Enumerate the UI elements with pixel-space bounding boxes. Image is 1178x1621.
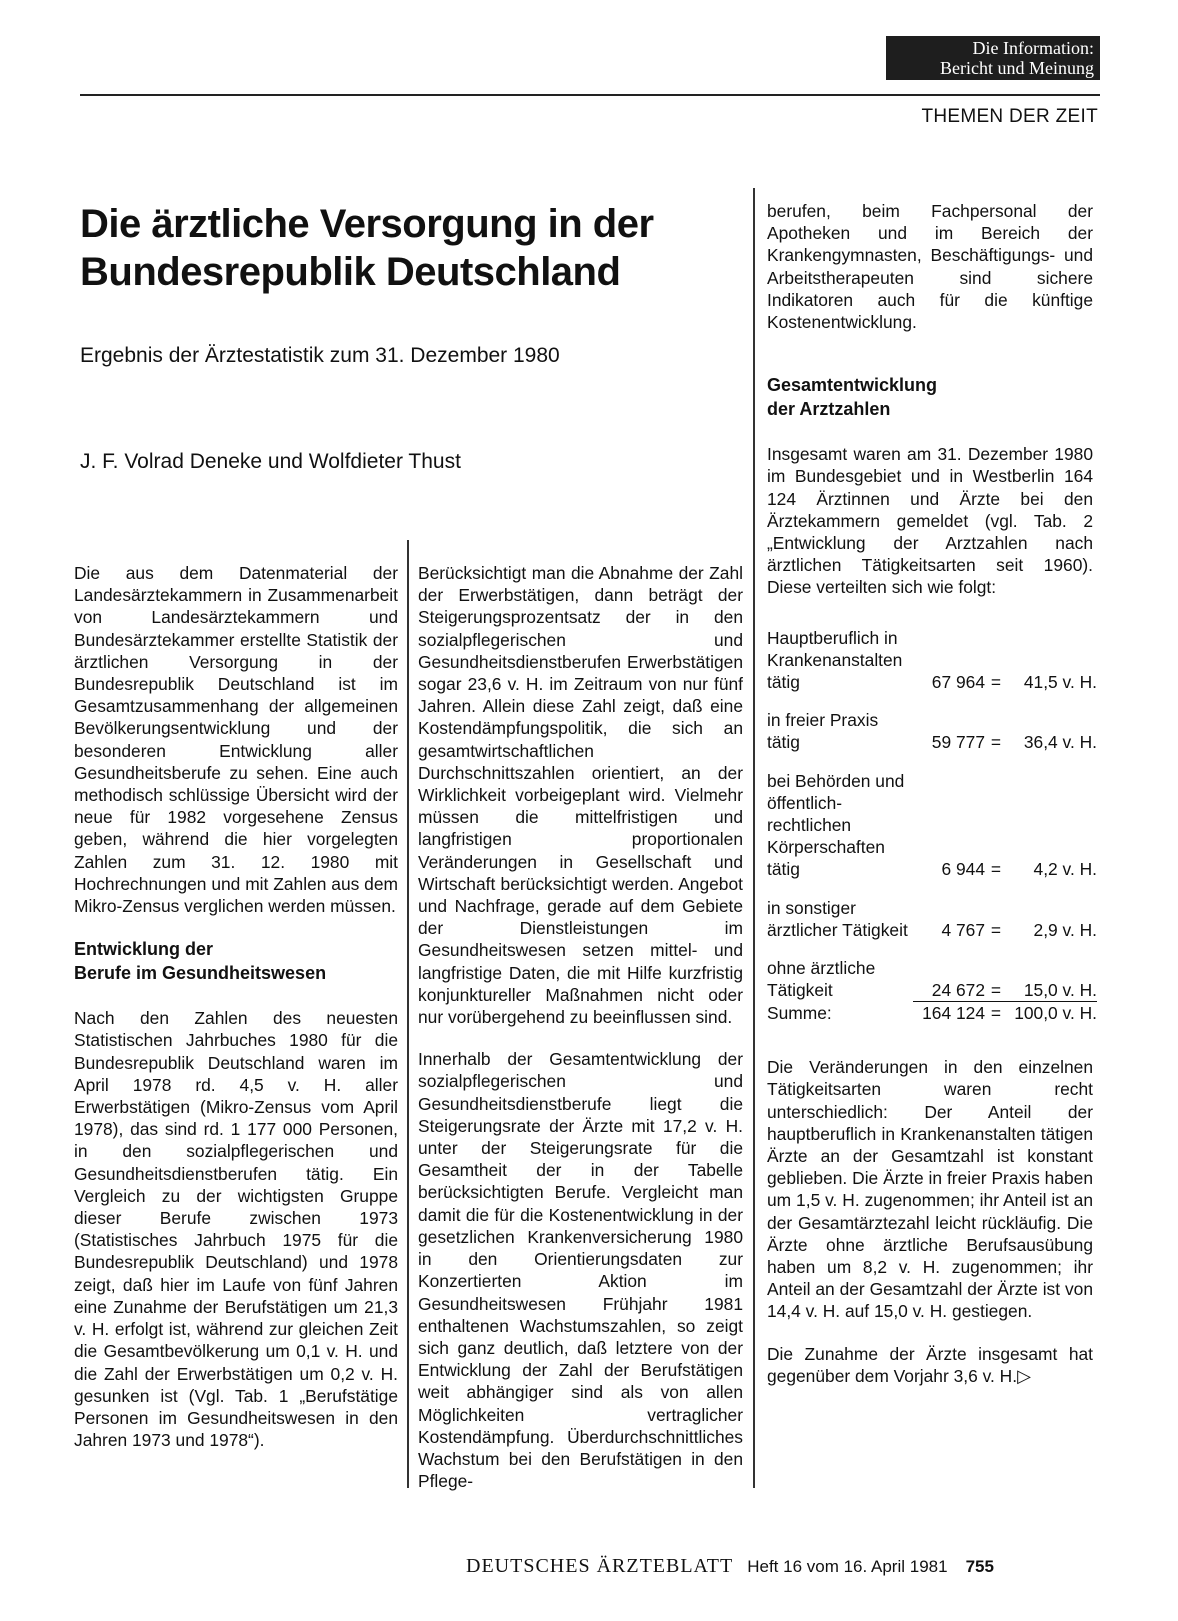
article-subtitle: Ergebnis der Ärztestatistik zum 31. Dezember 1980 [80,344,560,367]
row-label: bei Behörden und öffentlich-rechtlichen Körperschaften tätig [767,770,905,880]
table-row [767,957,1097,1001]
heading-line-1: Gesamtentwicklung [767,375,938,396]
row-equals: = [990,732,1002,753]
total-percent: 100,0 v. H. [1014,1002,1097,1023]
closing-text: Die Zunahme der Ärzte insgesamt hat gegenüber dem Vorjahr 3,6 v. H. [767,1343,1093,1386]
page-number: 755 [965,1557,994,1576]
row-percent: 36,4 v. H. [1023,732,1097,753]
table-row [767,770,1097,881]
section-badge [886,36,1100,80]
body-paragraph: Die Veränderungen in den einzelnen Tätigkeitsarten waren recht unterschiedlich: Der Anteil der hauptberuflich in Krankenanstalten tätigen Ärzte an der Gesamtzahl ist konstant geblieben. Die Ärzte in freier Praxis haben um 1,5 v. H. zugenommen; ihr Anteil ist an der Gesamtärztezahl leicht rückläufig. Die Ärzte ohne ärztliche Berufsausübung haben um 8,2 v. H. zugenommen; ihr Anteil an der Gesamtzahl der Ärzte ist von 14,4 v. H. auf 15,0 v. H. gestiegen. [767,1057,1093,1322]
row-equals: = [990,859,1002,880]
badge-line-2: Bericht und Meinung [940,58,1094,78]
body-paragraph: Insgesamt waren am 31. Dezember 1980 im Bundesgebiet und in Westberlin 164 124 Ärztinnen und Ärzte bei den Ärztekammern gemeldet (vgl. Tab. 2 „Entwicklung der Arztzahlen nach ärztlichen Tätigkeitsarten seit 1960). Diese verteilten sich wie folgt: [767,444,1093,598]
row-percent: 15,0 v. H. [1007,957,1097,1001]
row-count: 24 672 [913,957,985,1001]
badge-line-1: Die Information: [972,38,1094,58]
heading-line-2: Berufe im Gesundheitswesen [74,963,327,984]
row-count: 67 964 [931,672,985,693]
journal-masthead: DEUTSCHES ÄRZTEBLATT [466,1555,734,1577]
row-label: ohne ärztliche Tätigkeit [767,958,876,1001]
heading-line-2: der Arztzahlen [767,399,891,420]
article-title: Die ärztliche Versorgung in der Bundesrepublik Deutschland [80,202,654,294]
section-heading-professions [74,937,398,985]
row-label: in freier Praxis tätig [767,710,879,753]
column-divider-1 [407,540,409,1488]
column-3 [767,200,1097,1407]
total-count: 164 124 [922,1002,985,1023]
row-count: 4 767 [941,919,985,940]
row-percent: 2,9 v. H. [1033,919,1097,940]
column-1 [74,562,398,1471]
row-count: 6 944 [941,859,985,880]
row-equals: = [990,919,1002,940]
table-total-row [767,1001,1097,1024]
table-row [767,709,1097,753]
total-equals: = [990,1002,1002,1023]
column-2 [418,562,743,1512]
row-count: 59 777 [931,732,985,753]
body-paragraph: Berücksichtigt man die Abnahme der Zahl der Erwerbstätigen, dann beträgt der Steigerungsprozentsatz der in den sozialpflegerischen und Gesundheitsdienstberufen Erwerbstätigen sogar 23,6 v. H. im Zeitraum von nur fünf Jahren. Allein diese Zahl zeigt, daß eine Kostendämpfungspolitik, die sich an gesamtwirtschaftlichen Durchschnittszahlen orientiert, an der Wirklichkeit vorbeigeplant wird. Vielmehr müssen die mittelfristigen und langfristigen proportionalen Veränderungen in Gesellschaft und Wirtschaft berücksichtigt werden. Angebot und Nachfrage, gerade auf dem Gebiete der Dienstleistungen im Gesundheitswesen setzen mittel- und langfristige Daten, die mit Hilfe kurzfristig konjunktureller Maßnahmen nicht oder nur vorübergehend zu beeinflussen sind. [418,563,743,1028]
article-authors: J. F. Volrad Deneke und Wolfdieter Thust [80,450,461,473]
row-equals: = [985,957,1007,1001]
closing-paragraph [767,1343,1093,1387]
page-footer [466,1555,994,1578]
body-paragraph: Nach den Zahlen des neuesten Statistischen Jahrbuches 1980 für die Bundesrepublik Deutschland waren im April 1978 rd. 4,5 v. H. aller Erwerbstätigen (Mikro-Zensus vom April 1978), das sind rd. 1 177 000 Personen, in den sozialpflegerischen und Gesundheitsdienstberufen tätig. Ein Vergleich zu der wichtigsten Gruppe dieser Berufe zwischen 1973 (Statistisches Jahrbuch 1975 für die Bundesrepublik Deutschland) und 1978 zeigt, daß hier im Laufe von fünf Jahren eine Zunahme der Berufstätigen um 21,3 v. H. erfolgt ist, während zur gleichen Zeit die Gesamtbevölkerung um 0,1 v. H. und die Zahl der Erwerbstätigen um 0,2 v. H. gesunken ist (Vgl. Tab. 1 „Berufstätige Personen im Gesundheitswesen in den Jahren 1973 und 1978“). [74,1008,398,1451]
row-percent: 4,2 v. H. [1033,859,1097,880]
row-label: Hauptberuflich in Krankenanstalten tätig [767,627,903,693]
section-label: THEMEN DER ZEIT [921,106,1098,127]
issue-info: Heft 16 vom 16. April 1981 [747,1557,948,1576]
doctor-distribution-table [767,627,1097,1025]
row-percent: 41,5 v. H. [1023,672,1097,693]
section-heading-doctor-numbers [767,373,1093,421]
top-rule [80,94,1100,96]
continue-arrow-icon: ▷ [1017,1365,1031,1386]
body-paragraph: Innerhalb der Gesamtentwicklung der sozialpflegerischen und Gesundheitsdienstberufe liegt die Steigerungsrate der Ärzte mit 17,2 v. H. unter der Steigerungsrate für die Gesamtheit der in der Tabelle berücksichtigten Berufe. Vergleicht man damit die für die Kostenentwicklung in der gesetzlichen Krankenversicherung 1980 in den Orientierungsdaten zur Konzertierten Aktion im Gesundheitswesen Frühjahr 1981 enthaltenen Wachstumszahlen, so zeigt sich ganz deutlich, daß letztere von der Entwicklung der Zahl der Berufstätigen weit abhängiger sind als von allen Möglichkeiten vertraglicher Kostendämpfung. Überdurchschnittliches Wachstum bei den Berufstätigen in den Pflege- [418,1049,743,1492]
intro-paragraph: Die aus dem Datenmaterial der Landesärztekammern in Zusammenarbeit von Landesärztekammern und Bundesärztekammer erstellte Statistik der ärztlichen Versorgung in der Bundesrepublik Deutschland ist im Gesamtzusammenhang der allgemeinen Bevölkerungsentwicklung und der besonderen Entwicklung aller Gesundheitsberufe zu sehen. Eine auch methodisch schlüssige Übersicht wird der neue für 1982 vorgesehene Zensus geben, während die hier vorgelegten Zahlen zum 31. 12. 1980 mit Hochrechnungen und mit Zahlen aus dem Mikro-Zensus verglichen werden müssen. [74,563,398,917]
table-row [767,897,1097,941]
total-label: Summe: [767,1002,832,1023]
column-divider-2 [753,188,755,1488]
row-equals: = [990,672,1002,693]
body-paragraph: berufen, beim Fachpersonal der Apotheken und im Bereich der Krankengymnasten, Beschäftigungs- und Arbeitstherapeuten sind sichere Indikatoren auch für die künftige Kostenentwicklung. [767,201,1093,333]
table-row [767,627,1097,694]
heading-line-1: Entwicklung der [74,939,214,960]
row-label: in sonstiger ärztlicher Tätigkeit [767,897,908,940]
